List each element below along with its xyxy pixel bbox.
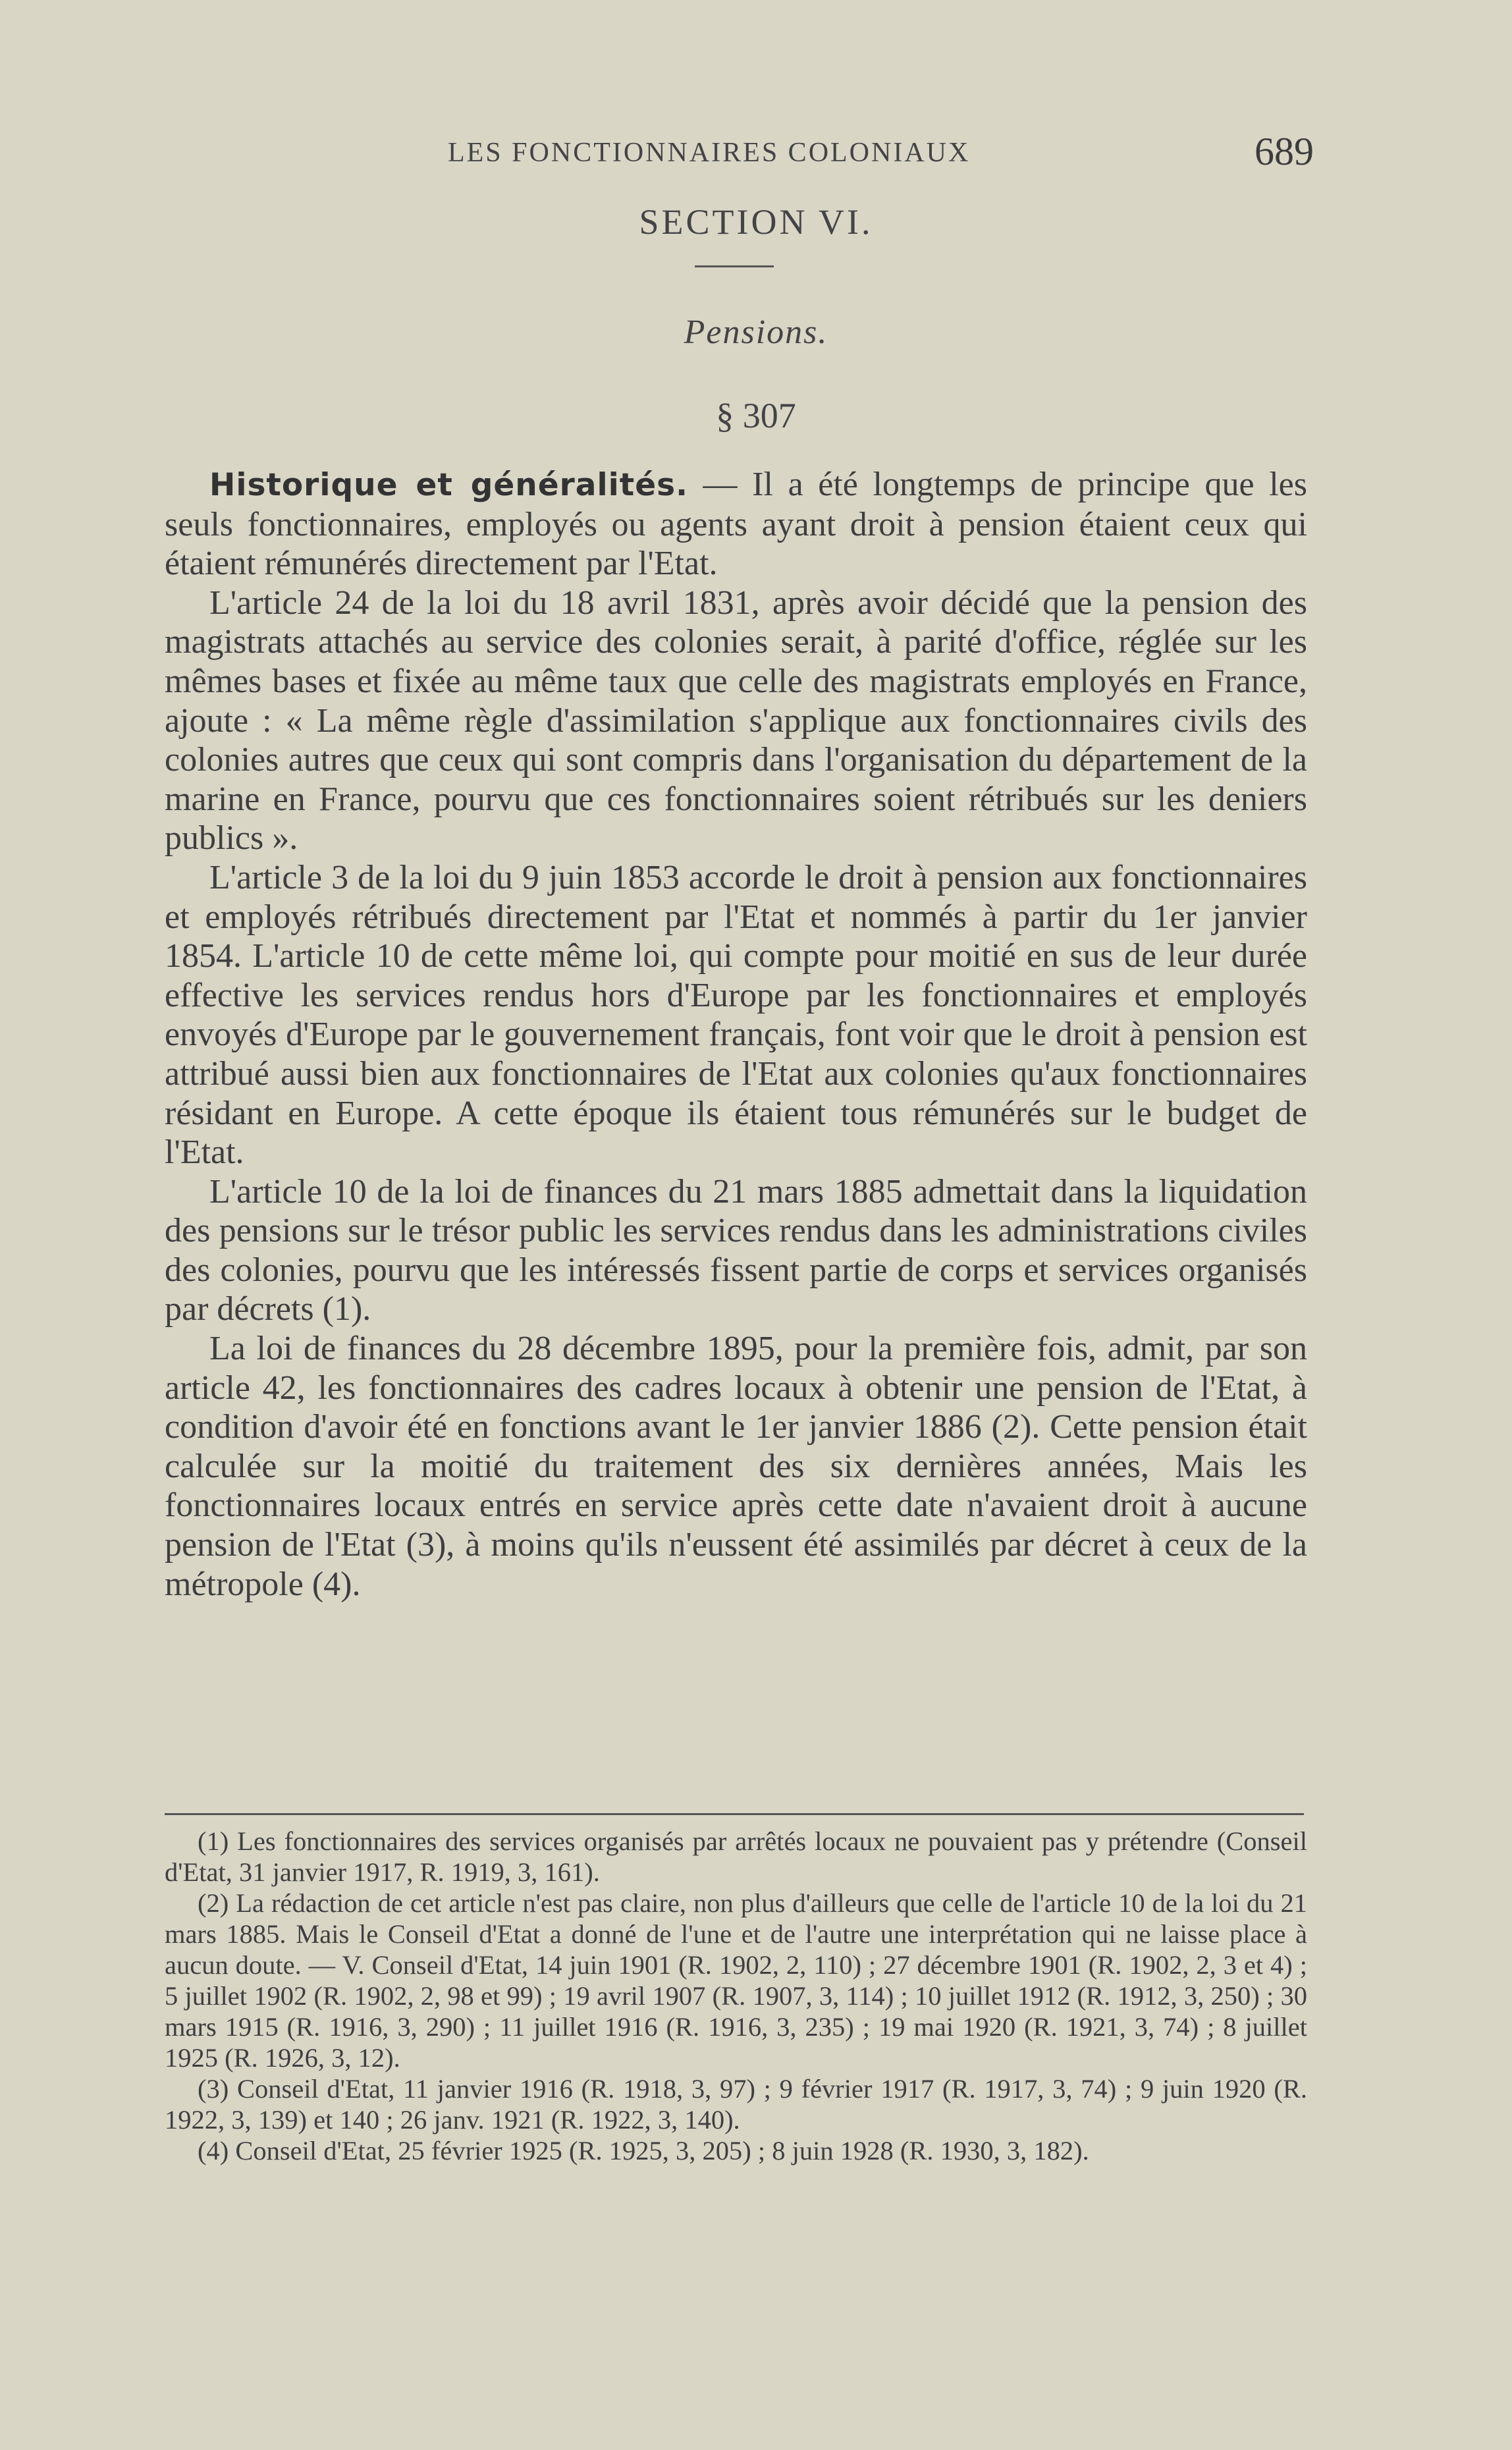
footnote-4: (4) Conseil d'Etat, 25 février 1925 (R. 1925, 3, 205) ; 8 juin 1928 (R. 1930, 3, 182). [198,2136,1089,2165]
footnote-1: (1) Les fonctionnaires des services organisés par arrêtés locaux ne pouvaient pas y prétendre (Conseil d'Etat, 31 janvier 1917, R. 1919, 3, 161). [165,1826,1307,1887]
footnotes [165,1826,1307,2166]
lead-heading: Historique et généralités. [209,467,688,503]
page-number: 689 [1255,130,1314,173]
paragraph-1-text: — Il a été longtemps de principe que les seuls fonctionnaires, employés ou agents ayant droit à pension étaient ceux qui étaient rémunérés directement par l'Etat. [165,466,1307,583]
footnote-divider [165,1813,1304,1815]
paragraph-4: L'article 10 de la loi de finances du 21 mars 1885 admettait dans la liquidation des pensions sur le trésor public les services rendus dans les administrations civiles des colonies, pourvu que les intéressés fissent partie de corps et services organisés par décrets (1). [165,1172,1307,1328]
paragraph-5: La loi de finances du 28 décembre 1895, pour la première fois, admit, par son article 42, les fonctionnaires des cadres locaux à obtenir une pension de l'Etat, à condition d'avoir été en fonctions avant le 1er janvier 1886 (2). Cette pension était calculée sur la moitié du traitement des six dernières années, Mais les fonctionnaires locaux entrés en service après cette date n'avaient droit à aucune pension de l'Etat (3), à moins qu'ils n'eussent été assimilés par décret à ceux de la métropole (4). [165,1330,1307,1603]
paragraph-3: L'article 3 de la loi du 9 juin 1853 accorde le droit à pension aux fonctionnaires et employés rétribués directement par l'Etat et nommés à partir du 1er janvier 1854. L'article 10 de cette même loi, qui compte pour moitié en sus de leur durée effective les services rendus hors d'Europe par les fonctionnaires et employés envoyés d'Europe par le gouvernement français, font voir que le droit à pension est attribué aussi bien aux fonctionnaires de l'Etat aux colonies qu'aux fonctionnaires résidant en Europe. A cette époque ils étaient tous rémunérés sur le budget de l'Etat. [165,858,1307,1172]
paragraph-2: L'article 24 de la loi du 18 avril 1831, après avoir décidé que la pension des magistrats attachés au service des colonies serait, à parité d'office, réglée sur les mêmes bases et fixée au même taux que celle des magistrats employés en France, ajoute : « La même règle d'assimilation s'applique aux fonctionnaires civils des colonies autres que ceux qui sont compris dans l'organisation du département de la marine en France, pourvu que ces fonctionnaires soient rétribués sur les deniers publics ». [165,584,1307,858]
paragraph-number: § 307 [716,396,796,435]
body-text [165,465,1307,1604]
paragraph-1 [165,465,1307,584]
subsection-title: Pensions. [684,313,828,351]
running-title: LES FONCTIONNAIRES COLONIAUX [448,138,971,168]
footnote-2: (2) La rédaction de cet article n'est pas claire, non plus d'ailleurs que celle de l'article 10 de la loi du 21 mars 1885. Mais le Conseil d'Etat a donné de l'une et de l'autre une interprétation qui ne laisse place à aucun doute. — V. Conseil d'Etat, 14 juin 1901 (R. 1902, 2, 110) ; 27 décembre 1901 (R. 1902, 2, 3 et 4) ; 5 juillet 1902 (R. 1902, 2, 98 et 99) ; 19 avril 1907 (R. 1907, 3, 114) ; 10 juillet 1912 (R. 1912, 3, 250) ; 30 mars 1915 (R. 1916, 3, 290) ; 11 juillet 1916 (R. 1916, 3, 235) ; 19 mai 1920 (R. 1921, 3, 74) ; 8 juillet 1925 (R. 1926, 3, 12). [165,1888,1307,2073]
section-title: SECTION VI. [639,202,873,242]
section-divider [695,265,774,267]
running-head [165,129,1314,175]
footnote-3: (3) Conseil d'Etat, 11 janvier 1916 (R. 1918, 3, 97) ; 9 février 1917 (R. 1917, 3, 74) ; 9 juin 1920 (R. 1922, 3, 139) et 140 ; 26 janv. 1921 (R. 1922, 3, 140). [165,2074,1307,2135]
